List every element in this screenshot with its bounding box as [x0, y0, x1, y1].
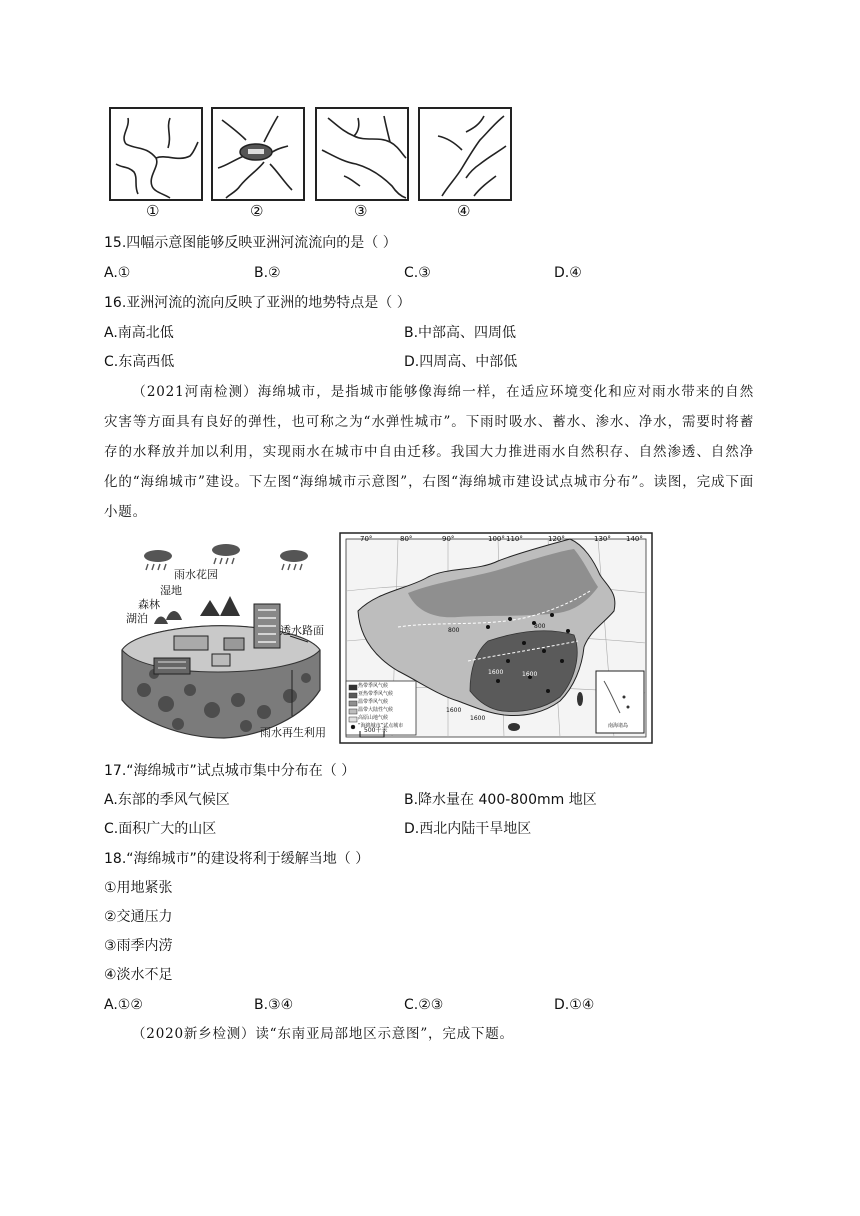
- sponge-city-diagram: [114, 540, 332, 742]
- q15-option-c: C.③: [404, 265, 431, 281]
- map-tick-100: 100°: [488, 535, 505, 543]
- q15-option-b: B.②: [254, 265, 281, 281]
- q18-item-4: ④淡水不足: [104, 967, 173, 983]
- q17-option-b: B.降水量在 400-800mm 地区: [404, 792, 597, 808]
- q18-option-d: D.①④: [554, 997, 595, 1013]
- question-18-stem: 18.“海绵城市”的建设将利于缓解当地（ ）: [104, 851, 370, 867]
- map-tick-120: 120°: [548, 535, 565, 543]
- q18-item-3: ③雨季内涝: [104, 938, 173, 954]
- intro-paragraph-southeast-asia: [104, 1019, 754, 1049]
- q18-item-1: ①用地紧张: [104, 880, 173, 896]
- q18-item-2: ②交通压力: [104, 909, 173, 925]
- inset-label-south-china-sea: 南海诸岛: [608, 723, 629, 729]
- q18-option-c: C.②③: [404, 997, 444, 1013]
- map-tick-140: 140°: [626, 535, 643, 543]
- q16-option-a: A.南高北低: [104, 325, 174, 341]
- river-panel-4: [419, 108, 511, 200]
- legend-plateau-mountain: 高原山地气候: [358, 715, 389, 721]
- sponge-city-distribution-map: [338, 531, 654, 745]
- q18-option-b: B.③④: [254, 997, 294, 1013]
- river-panel-2: [212, 108, 304, 200]
- isoline-label-1600-d: 1600: [470, 715, 486, 722]
- q15-option-a: A.①: [104, 265, 131, 281]
- isoline-label-800-b: 800: [448, 627, 460, 634]
- label-wetland: 湿地: [160, 584, 182, 597]
- isoline-label-1600-b: 1600: [522, 671, 538, 678]
- q16-option-b: B.中部高、四周低: [404, 325, 517, 341]
- legend-pilot-city: “海绵城市”试点城市: [358, 723, 404, 729]
- map-tick-130: 130°: [594, 535, 611, 543]
- q18-option-a: A.①②: [104, 997, 143, 1013]
- panel-label-1: ①: [146, 202, 160, 220]
- question-17-stem: 17.“海绵城市”试点城市集中分布在（ ）: [104, 763, 356, 779]
- map-tick-90: 90°: [442, 535, 455, 543]
- label-rain-garden: 雨水花园: [174, 568, 218, 581]
- river-panels-svg: [108, 106, 512, 222]
- label-permeable-road: 透水路面: [280, 624, 324, 637]
- map-tick-70: 70°: [360, 535, 373, 543]
- question-15-stem: 15.四幅示意图能够反映亚洲河流流向的是（ ）: [104, 235, 397, 251]
- label-lake: 湖泊: [126, 612, 148, 625]
- q15-option-d: D.④: [554, 265, 582, 281]
- legend-temperate-continental: 温带大陆性气候: [358, 707, 394, 713]
- isoline-label-1600-c: 1600: [446, 707, 462, 714]
- q17-option-d: D.西北内陆干旱地区: [404, 821, 532, 837]
- q16-option-d: D.四周高、中部低: [404, 354, 518, 370]
- river-direction-figure: [108, 106, 512, 222]
- intro-paragraph-sponge-city: [104, 377, 754, 527]
- rain-cloud-icons: [144, 544, 308, 570]
- q17-option-c: C.面积广大的山区: [104, 821, 217, 837]
- map-tick-110: 110°: [506, 535, 523, 543]
- q17-option-a: A.东部的季风气候区: [104, 792, 230, 808]
- isoline-label-1600-a: 1600: [488, 669, 504, 676]
- label-rainwater-reuse: 雨水再生利用: [260, 726, 326, 739]
- sponge-city-svg: [114, 540, 332, 742]
- panel-label-4: ④: [457, 202, 471, 220]
- panel-label-2: ②: [250, 202, 264, 220]
- map-tick-80: 80°: [400, 535, 413, 543]
- legend-tropical-monsoon: 热带季风气候: [358, 683, 389, 689]
- q16-option-c: C.东高西低: [104, 354, 175, 370]
- panel-label-3: ③: [354, 202, 368, 220]
- label-forest: 森林: [138, 598, 160, 611]
- map-scale-label: 500千米: [364, 727, 388, 734]
- river-panel-3: [316, 108, 408, 200]
- isoline-label-800-a: 800: [534, 623, 546, 630]
- legend-temperate-monsoon: 温带季风气候: [358, 699, 389, 705]
- river-panel-1: [110, 108, 202, 200]
- question-16-stem: 16.亚洲河流的流向反映了亚洲的地势特点是（ ）: [104, 295, 411, 311]
- legend-subtropical-monsoon: 亚热带季风气候: [358, 691, 394, 697]
- intro-paragraph-2-text: （2020新乡检测）读“东南亚局部地区示意图”，完成下题。: [132, 1026, 514, 1042]
- intro-paragraph-text: （2021河南检测）海绵城市，是指城市能够像海绵一样，在适应环境变化和应对雨水带来的自然灾害等方面具有良好的弹性，也可称之为“水弹性城市”。下雨时吸水、蓄水、渗水、净水，需要时将蓄存的水释放并加以利用，实现雨水在城市中自由迁移。我国大力推进雨水自然积存、自然渗透、自然净化的“海绵城市”建设。下左图“海绵城市示意图”，右图“海绵城市建设试点城市分布”。读图，完成下面小题。: [104, 384, 754, 520]
